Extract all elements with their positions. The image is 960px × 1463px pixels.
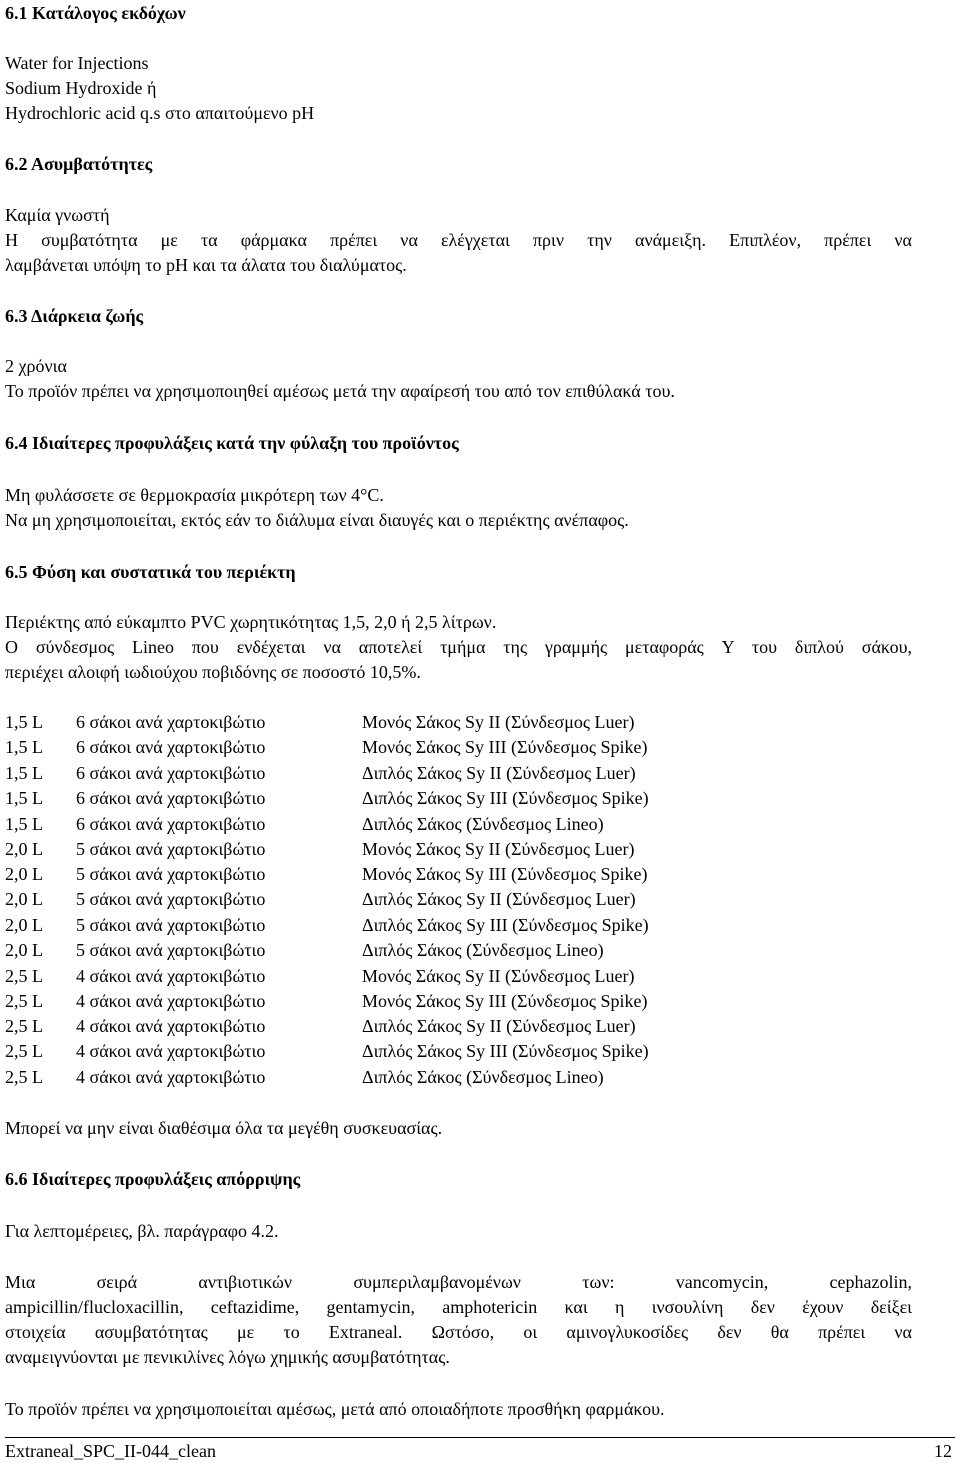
- pack-volume: 2,5 L: [5, 1041, 43, 1061]
- pack-volume: 1,5 L: [5, 788, 43, 808]
- pack-volume: 2,0 L: [5, 915, 43, 935]
- incompatibility-text: Καμία γνωστή: [5, 205, 110, 225]
- section-6-2-heading: 6.2 Ασυμβατότητες: [5, 154, 153, 174]
- shelf-life-text: Το προϊόν πρέπει να χρησιμοποιηθεί αμέσως μετά την αφαίρεσή του από τον επιθύλακά του.: [5, 381, 675, 401]
- pack-volume: 2,0 L: [5, 839, 43, 859]
- excipient-line: Hydrochloric acid q.s στο απαιτούμενο pH: [5, 103, 315, 123]
- pack-description: Διπλός Σάκος Sy III (Σύνδεσμος Spike): [362, 1041, 649, 1061]
- pack-volume: 2,5 L: [5, 991, 43, 1011]
- pack-quantity: 5 σάκοι ανά χαρτοκιβώτιο: [76, 940, 266, 960]
- pack-description: Μονός Σάκος Sy II (Σύνδεσμος Luer): [362, 712, 635, 732]
- antibiotics-paragraph-line: στοιχεία ασυμβατότητας με το Extraneal. Ωστόσο, οι αμινογλυκοσίδες δεν θα πρέπει να: [5, 1322, 912, 1342]
- storage-text: Να μη χρησιμοποιείται, εκτός εάν το διάλυμα είναι διαυγές και ο περιέκτης ανέπαφος.: [5, 510, 629, 530]
- pack-volume: 2,5 L: [5, 1067, 43, 1087]
- final-instruction: Το προϊόν πρέπει να χρησιμοποιείται αμέσως, μετά από οποιαδήποτε προσθήκη φαρμάκου.: [5, 1399, 665, 1419]
- pack-volume: 1,5 L: [5, 763, 43, 783]
- disposal-text: Για λεπτομέρειες, βλ. παράγραφο 4.2.: [5, 1221, 279, 1241]
- pack-description: Διπλός Σάκος Sy III (Σύνδεσμος Spike): [362, 915, 649, 935]
- pack-description: Μονός Σάκος Sy III (Σύνδεσμος Spike): [362, 864, 648, 884]
- excipient-line: Water for Injections: [5, 53, 149, 73]
- pack-volume: 1,5 L: [5, 737, 43, 757]
- pack-quantity: 6 σάκοι ανά χαρτοκιβώτιο: [76, 712, 266, 732]
- pack-volume: 1,5 L: [5, 712, 43, 732]
- shelf-life-text: 2 χρόνια: [5, 356, 67, 376]
- container-text: Περιέκτης από εύκαμπτο PVC χωρητικότητας 1,5, 2,0 ή 2,5 λίτρων.: [5, 612, 497, 632]
- pack-description: Μονός Σάκος Sy III (Σύνδεσμος Spike): [362, 991, 648, 1011]
- pack-description: Μονός Σάκος Sy II (Σύνδεσμος Luer): [362, 966, 635, 986]
- antibiotics-paragraph-line: ampicillin/flucloxacillin, ceftazidime, gentamycin, amphotericin και η ινσουλίνη δεν έχουν δείξει: [5, 1297, 912, 1317]
- pack-description: Μονός Σάκος Sy III (Σύνδεσμος Spike): [362, 737, 648, 757]
- pack-description: Μονός Σάκος Sy II (Σύνδεσμος Luer): [362, 839, 635, 859]
- pack-volume: 1,5 L: [5, 814, 43, 834]
- antibiotics-paragraph-line: αναμειγνύονται με πενικιλίνες λόγω χημικής ασυμβατότητας.: [5, 1347, 450, 1367]
- pack-quantity: 4 σάκοι ανά χαρτοκιβώτιο: [76, 1016, 266, 1036]
- pack-volume: 2,0 L: [5, 864, 43, 884]
- pack-description: Διπλός Σάκος Sy II (Σύνδεσμος Luer): [362, 763, 636, 783]
- incompatibility-text: Η συμβατότητα με τα φάρμακα πρέπει να ελέγχεται πριν την ανάμειξη. Επιπλέον, πρέπει να: [5, 230, 912, 250]
- pack-description: Διπλός Σάκος Sy II (Σύνδεσμος Luer): [362, 889, 636, 909]
- section-6-3-heading: 6.3 Διάρκεια ζωής: [5, 306, 144, 326]
- pack-quantity: 4 σάκοι ανά χαρτοκιβώτιο: [76, 966, 266, 986]
- pack-quantity: 5 σάκοι ανά χαρτοκιβώτιο: [76, 864, 266, 884]
- pack-quantity: 4 σάκοι ανά χαρτοκιβώτιο: [76, 1067, 266, 1087]
- container-text: Ο σύνδεσμος Lineo που ενδέχεται να αποτελεί τμήμα της γραμμής μεταφοράς Y του διπλού σάκου,: [5, 637, 912, 657]
- pack-quantity: 6 σάκοι ανά χαρτοκιβώτιο: [76, 788, 266, 808]
- incompatibility-text: λαμβάνεται υπόψη το pH και τα άλατα του διαλύματος.: [5, 255, 407, 275]
- pack-quantity: 5 σάκοι ανά χαρτοκιβώτιο: [76, 839, 266, 859]
- section-6-1-heading: 6.1 Κατάλογος εκδόχων: [5, 3, 186, 23]
- pack-description: Διπλός Σάκος (Σύνδεσμος Lineo): [362, 1067, 604, 1087]
- pack-quantity: 6 σάκοι ανά χαρτοκιβώτιο: [76, 763, 266, 783]
- footer-document-id: Extraneal_SPC_II-044_clean: [5, 1441, 216, 1461]
- pack-quantity: 4 σάκοι ανά χαρτοκιβώτιο: [76, 1041, 266, 1061]
- footer-page-number: 12: [934, 1441, 952, 1461]
- pack-description: Διπλός Σάκος (Σύνδεσμος Lineo): [362, 814, 604, 834]
- container-text: περιέχει αλοιφή ιωδιούχου ποβιδόνης σε ποσοστό 10,5%.: [5, 662, 421, 682]
- pack-quantity: 6 σάκοι ανά χαρτοκιβώτιο: [76, 814, 266, 834]
- pack-quantity: 4 σάκοι ανά χαρτοκιβώτιο: [76, 991, 266, 1011]
- pack-availability-note: Μπορεί να μην είναι διαθέσιμα όλα τα μεγέθη συσκευασίας.: [5, 1118, 443, 1138]
- pack-volume: 2,5 L: [5, 1016, 43, 1036]
- excipient-line: Sodium Hydroxide ή: [5, 78, 157, 98]
- pack-volume: 2,5 L: [5, 966, 43, 986]
- pack-volume: 2,0 L: [5, 889, 43, 909]
- pack-volume: 2,0 L: [5, 940, 43, 960]
- pack-quantity: 6 σάκοι ανά χαρτοκιβώτιο: [76, 737, 266, 757]
- storage-text: Μη φυλάσσετε σε θερμοκρασία μικρότερη των 4°C.: [5, 485, 384, 505]
- pack-quantity: 5 σάκοι ανά χαρτοκιβώτιο: [76, 915, 266, 935]
- pack-quantity: 5 σάκοι ανά χαρτοκιβώτιο: [76, 889, 266, 909]
- section-6-6-heading: 6.6 Ιδιαίτερες προφυλάξεις απόρριψης: [5, 1169, 301, 1189]
- pack-description: Διπλός Σάκος Sy III (Σύνδεσμος Spike): [362, 788, 649, 808]
- pack-description: Διπλός Σάκος (Σύνδεσμος Lineo): [362, 940, 604, 960]
- footer-divider: [5, 1437, 955, 1438]
- pack-description: Διπλός Σάκος Sy II (Σύνδεσμος Luer): [362, 1016, 636, 1036]
- antibiotics-paragraph-line: Μια σειρά αντιβιοτικών συμπεριλαμβανομένων των: vancomycin, cephazolin,: [5, 1272, 912, 1292]
- section-6-5-heading: 6.5 Φύση και συστατικά του περιέκτη: [5, 562, 296, 582]
- section-6-4-heading: 6.4 Ιδιαίτερες προφυλάξεις κατά την φύλαξη του προϊόντος: [5, 433, 459, 453]
